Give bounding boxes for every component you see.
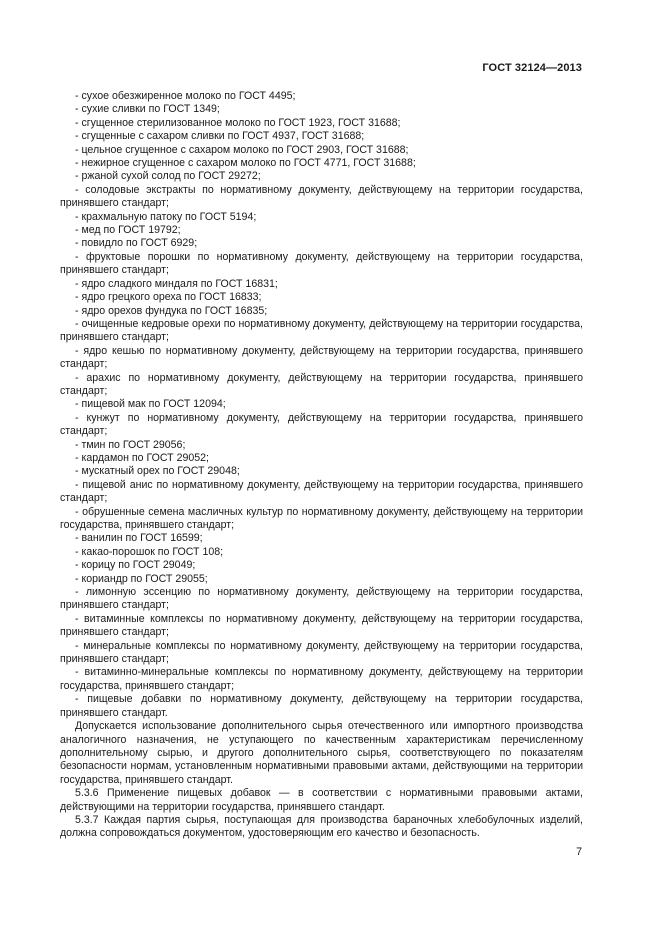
list-item-17: - ядро кешью по нормативному документу, действующему на территории государства, принявшего стандарт;: [60, 344, 583, 371]
list-item-8: - солодовые экстракты по нормативному документу, действующему на территории государства, принявшего стандарт;: [60, 183, 583, 210]
list-item-31: - витаминные комплексы по нормативному документу, действующему на территории государства, принявшего стандарт;: [60, 612, 583, 639]
list-item-19: - пищевой мак по ГОСТ 12094;: [75, 398, 226, 411]
list-item-26: - ванилин по ГОСТ 16599;: [75, 532, 203, 545]
list-item-34: - пищевые добавки по нормативному документу, действующему на территории государства, принявшего стандарт.: [60, 693, 583, 719]
document-code-header: ГОСТ 32124—2013: [482, 62, 582, 74]
list-item-4: - сгущенные с сахаром сливки по ГОСТ 4937, ГОСТ 31688;: [75, 130, 365, 143]
list-item-30: - лимонную эссенцию по нормативному документу, действующему на территории государства, принявшего стандарт;: [60, 586, 583, 612]
list-item-16: - очищенные кедровые орехи по нормативному документу, действующему на территории государства, принявшего стандарт;: [60, 317, 583, 344]
clause-5-3-6: 5.3.6 Применение пищевых добавок — в соответствии с нормативными правовыми актами, действующими на территории государства, принявшего стандарт.: [60, 787, 583, 813]
list-item-18: - арахис по нормативному документу, действующему на территории государства, принявшего стандарт;: [60, 371, 583, 397]
list-item-33: - витаминно-минеральные комплексы по нормативному документу, действующему на территории государства, принявшего стандарт;: [60, 666, 583, 692]
list-item-20: - кунжут по нормативному документу, действующему на территории государства, принявшего стандарт;: [60, 411, 583, 438]
list-item-22: - кардамон по ГОСТ 29052;: [75, 451, 209, 464]
list-item-23: - мускатный орех по ГОСТ 29048;: [75, 465, 240, 478]
list-item-3: - сгущенное стерилизованное молоко по ГОСТ 1923, ГОСТ 31688;: [75, 116, 401, 129]
list-item-13: - ядро сладкого миндаля по ГОСТ 16831;: [75, 277, 278, 290]
clause-5-3-7: 5.3.7 Каждая партия сырья, поступающая для производства бараночных хлебобулочных изделий, должна сопровождаться документом, удостоверяющим его качество и безопасность.: [60, 813, 583, 840]
list-item-1: - сухое обезжиренное молоко по ГОСТ 4495;: [75, 90, 296, 102]
list-item-6: - нежирное сгущенное с сахаром молоко по ГОСТ 4771, ГОСТ 31688;: [75, 157, 416, 170]
list-item-15: - ядро орехов фундука по ГОСТ 16835;: [75, 304, 268, 317]
list-item-12: - фруктовые порошки по нормативному документу, действующему на территории государства, принявшего стандарт;: [60, 250, 583, 277]
list-item-11: - повидло по ГОСТ 6929;: [75, 237, 198, 250]
page-number: 7: [576, 846, 582, 858]
list-item-5: - цельное сгущенное с сахаром молоко по ГОСТ 2903, ГОСТ 31688;: [75, 143, 409, 156]
list-item-2: - сухие сливки по ГОСТ 1349;: [75, 103, 220, 116]
list-item-24: - пищевой анис по нормативному документу, действующему на территории государства, принявшего стандарт;: [60, 478, 583, 505]
list-item-10: - мед по ГОСТ 19792;: [75, 224, 181, 237]
paragraph-additional-raw-materials: Допускается использование дополнительного сырья отечественного или импортного производства аналогичного назначения, не уступающего по качественным характеристикам перечисленному дополнительному сырью, и другого дополнительного сырья, соответствующего по показателям безопасности нормам, установленным нормативными правовыми актами, действующими на территории государства, принявшего стандарт.: [60, 720, 583, 786]
list-item-25: - обрушенные семена масличных культур по нормативному документу, действующему на территории государства, принявшего стандарт;: [60, 505, 583, 531]
list-item-14: - ядро грецкого ореха по ГОСТ 16833;: [75, 291, 262, 304]
list-item-21: - тмин по ГОСТ 29056;: [75, 438, 186, 451]
list-item-32: - минеральные комплексы по нормативному документу, действующему на территории государства, принявшего стандарт;: [60, 639, 583, 666]
list-item-29: - кориандр по ГОСТ 29055;: [75, 572, 208, 585]
list-item-7: - ржаной сухой солод по ГОСТ 29272;: [75, 170, 261, 183]
list-item-28: - корицу по ГОСТ 29049;: [75, 559, 196, 572]
list-item-27: - какао-порошок по ГОСТ 108;: [75, 545, 224, 558]
document-body: [60, 90, 583, 841]
list-item-9: - крахмальную патоку по ГОСТ 5194;: [75, 210, 257, 223]
